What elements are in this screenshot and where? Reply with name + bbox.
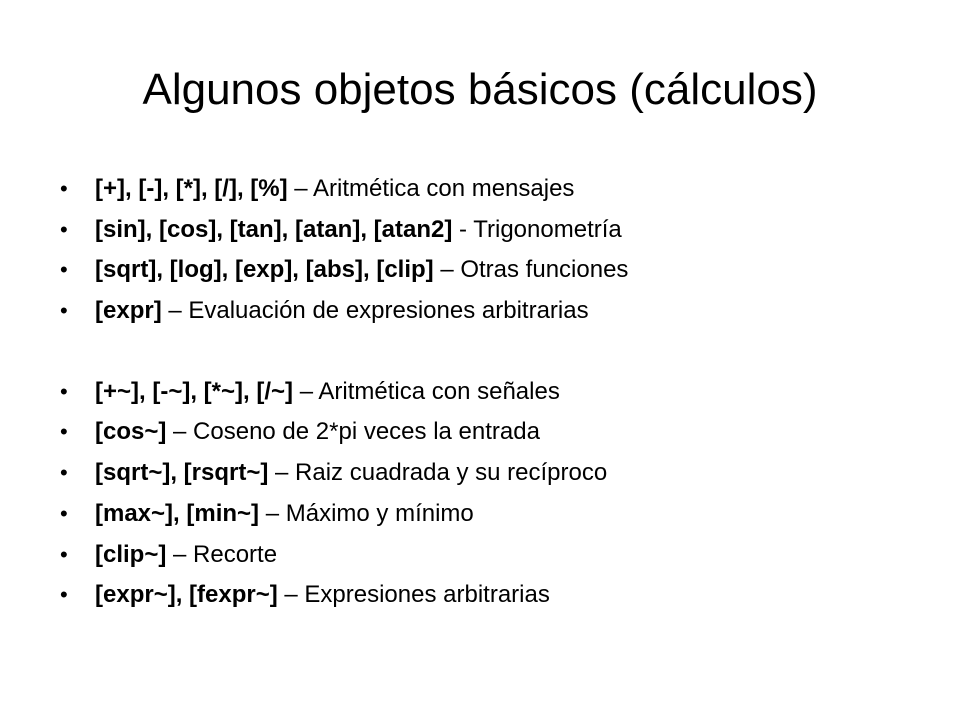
item-description: – Aritmética con mensajes bbox=[287, 175, 575, 202]
bullet-icon: • bbox=[60, 176, 68, 201]
object-names: [max~], [min~] bbox=[95, 499, 260, 527]
bullet-icon: • bbox=[60, 500, 68, 526]
bullet-icon: • bbox=[60, 298, 68, 324]
item-description: – Recorte bbox=[166, 540, 278, 568]
list-item-arbitrary-expressions bbox=[60, 575, 920, 616]
list-item-arithmetic-signals bbox=[60, 372, 920, 413]
object-names: [sqrt~], [rsqrt~] bbox=[95, 459, 269, 487]
bullet-icon: • bbox=[60, 419, 68, 445]
list-item-trigonometry bbox=[60, 210, 920, 251]
list-item-max-min bbox=[60, 494, 920, 535]
list-item-expr bbox=[60, 291, 920, 332]
item-description: – Coseno de 2*pi veces la entrada bbox=[166, 418, 540, 446]
bullet-icon: • bbox=[60, 541, 68, 567]
item-description: – Máximo y mínimo bbox=[259, 499, 474, 527]
object-names: [clip~] bbox=[95, 540, 167, 568]
object-names: [expr] bbox=[95, 297, 162, 325]
bullet-icon: • bbox=[60, 582, 68, 608]
bullet-icon: • bbox=[60, 216, 68, 242]
list-item-arithmetic-messages bbox=[60, 169, 920, 210]
object-names: [+~], [-~], [*~], [/~] bbox=[95, 377, 294, 405]
bullet-icon: • bbox=[60, 460, 68, 486]
object-names: [cos~] bbox=[95, 418, 167, 446]
bullet-icon: • bbox=[60, 257, 68, 283]
list-item-square-root bbox=[60, 453, 920, 494]
bullet-list bbox=[60, 169, 920, 616]
list-item-cosine bbox=[60, 412, 920, 453]
item-description: – Otras funciones bbox=[433, 256, 629, 284]
item-description: - Trigonometría bbox=[452, 215, 622, 243]
slide-title: Algunos objetos básicos (cálculos) bbox=[142, 65, 818, 114]
object-names: [expr~], [fexpr~] bbox=[95, 581, 278, 609]
object-names: [+], [-], [*], [/], [%] bbox=[95, 175, 288, 202]
object-names: [sqrt], [log], [exp], [abs], [clip] bbox=[95, 256, 434, 284]
bullet-icon: • bbox=[60, 378, 68, 404]
item-description: – Evaluación de expresiones arbitrarias bbox=[161, 297, 589, 325]
object-names: [sin], [cos], [tan], [atan], [atan2] bbox=[95, 215, 453, 243]
item-description: – Expresiones arbitrarias bbox=[277, 581, 550, 609]
list-item-other-functions bbox=[60, 250, 920, 291]
item-description: – Aritmética con señales bbox=[293, 377, 560, 405]
item-description: – Raiz cuadrada y su recíproco bbox=[268, 459, 608, 487]
list-item-clip bbox=[60, 535, 920, 576]
